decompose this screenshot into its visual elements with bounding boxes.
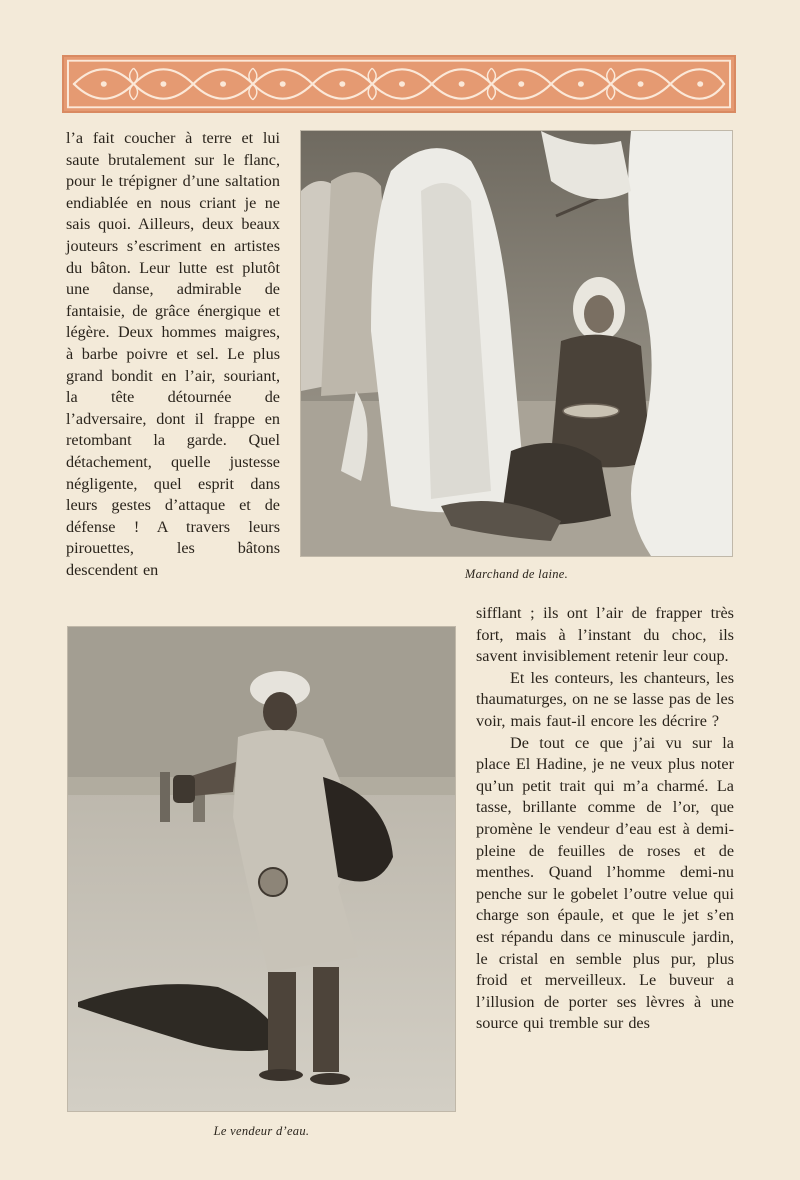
ornamental-header-band (62, 55, 736, 113)
right-column-paragraph-1: sifflant ; ils ont l’air de frapper très fort, mais à l’instant du choc, ils savent invisiblement retenir leur coup. (476, 604, 734, 666)
arabesque-ornament-icon (64, 57, 734, 111)
left-text-column (66, 128, 280, 581)
right-column-paragraph-3: De tout ce que j’ai vu sur la place El Hadine, je ne veux plus noter qu’un petit trait qui m’a charmé. La tasse, brillante comme de l’or, que promène le vendeur d’eau est à demi-pleine de feuilles de roses et de menthes. Quand l’homme demi-nu penche sur le gobelet l’outre velue qui charge son épaule, et que le jet s’en est répandu dans ce minuscule jardin, le cristal en semble plus pur, plus froid et merveilleux. Le buveur a l’illusion de porter ses lèvres à une source qui tremble sur des (476, 733, 734, 1033)
wool-merchant-photo (301, 131, 732, 556)
right-text-column (476, 603, 734, 1035)
right-column-paragraph-2: Et les conteurs, les chanteurs, les thaumaturges, on ne se lasse pas de les voir, mais faut-il encore les décrire ? (476, 668, 734, 730)
water-seller-image-icon (68, 627, 455, 1111)
wool-merchant-image-icon (301, 131, 732, 556)
water-seller-caption: Le vendeur d’eau. (213, 1124, 310, 1138)
water-seller-photo (68, 627, 455, 1111)
left-column-paragraph: l’a fait coucher à terre et lui saute brutalement sur le flanc, pour le trépigner d’une saltation endiablée en nous criant je ne sais quoi. Ailleurs, deux beaux jouteurs s’escriment en artistes du bâton. Leur lutte est plutôt une danse, admirable de fantaisie, de grâce énergique et légère. Deux hommes maigres, à barbe poivre et sel. Le plus grand bondit en l’air, souriant, la tête détournée de l’adversaire, dont il frappe en retombant la garde. Quel détachement, quelle justesse négligente, quel esprit dans leurs gestes d’attaque et de défense ! A travers leurs pirouettes, les bâtons descendent en (66, 129, 280, 579)
wool-merchant-caption: Marchand de laine. (464, 567, 569, 581)
